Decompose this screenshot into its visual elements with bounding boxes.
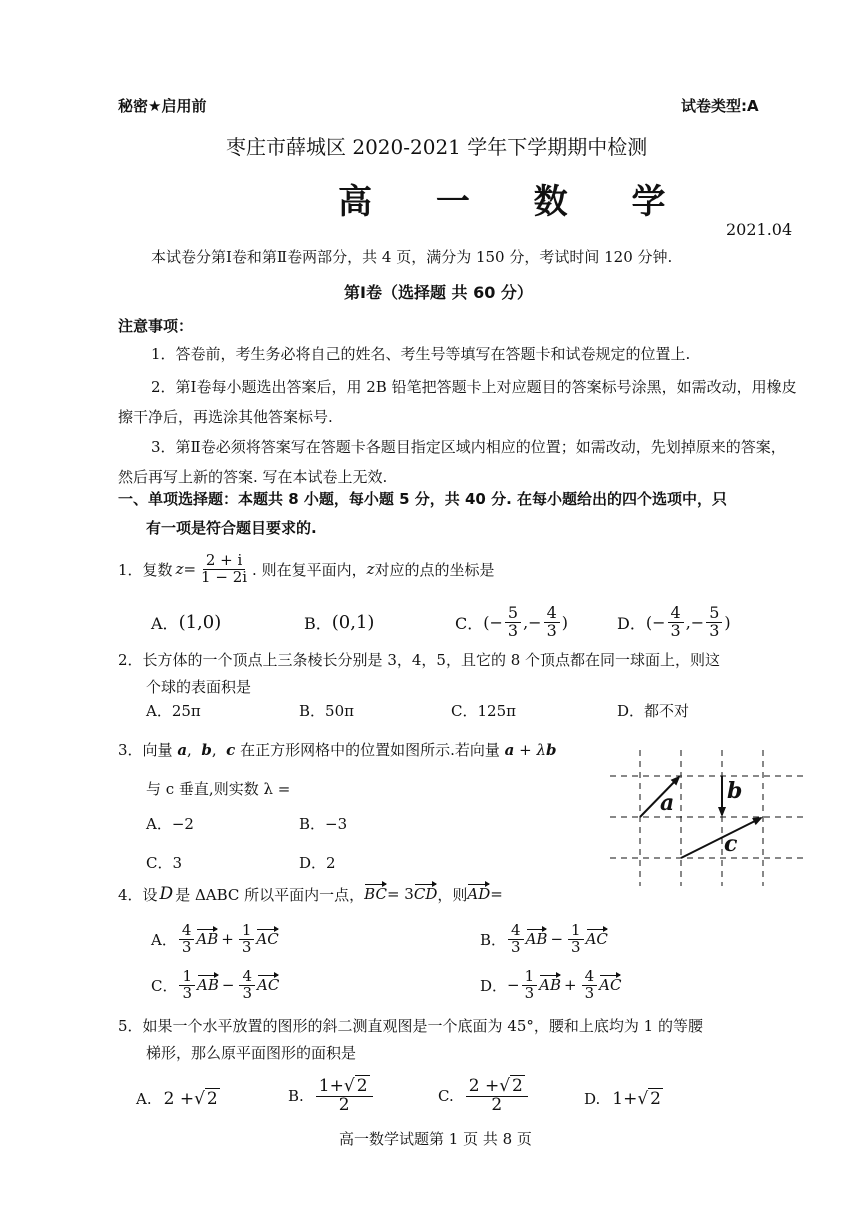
q4-frac2-den: 3 xyxy=(584,983,595,1002)
q1-post2: 对应的点的坐标是 xyxy=(374,560,495,579)
q4-option-sign: − xyxy=(507,976,520,994)
q4-option-label: C． xyxy=(151,976,178,995)
q4-vec-ab: AB xyxy=(539,976,562,994)
q3-line1: 3．向量 a, b, c 在正方形网格中的位置如图所示.若向量 a + λb xyxy=(118,741,557,759)
section1-heading-line1: 一、单项选择题：本题共 8 小题，每小题 5 分，共 40 分. 在每小题给出的四个选项中，只 xyxy=(118,490,728,508)
q2-option-d: D．都不对 xyxy=(617,702,690,720)
q3-mid: 在正方形网格中的位置如图所示.若向量 xyxy=(235,741,505,759)
vector-grid-figure xyxy=(608,748,808,888)
q1-option-a-label: A． xyxy=(151,613,179,633)
q4-option-op: + xyxy=(564,976,577,994)
vector-c xyxy=(681,818,761,858)
q4-frac2 xyxy=(582,966,598,1002)
q1-d-den2: 3 xyxy=(709,620,720,640)
question-1 xyxy=(118,549,495,589)
q1-option-b-value: (0,1) xyxy=(331,611,375,633)
q3-line2: 与 c 垂直,则实数 λ = xyxy=(146,780,291,798)
note-item-2: 2．第Ⅰ卷每小题选出答案后，用 2B 铅笔把答题卡上对应题目的答案标号涂黑，如需改动，用橡皮擦干净后，再选涂其他答案标号. xyxy=(118,378,797,426)
section1-heading-line2: 有一项是符合题目要求的. xyxy=(146,519,317,537)
q5-line2: 梯形，那么原平面图形的面积是 xyxy=(146,1044,357,1062)
q5-d-rad: 2 xyxy=(650,1089,661,1109)
q1-option-d: D． (− $\frac{4}{3}$ ,− $\frac{5}{3}$ ) xyxy=(617,602,731,640)
q4-frac1 xyxy=(179,920,195,956)
q4-frac1-den: 3 xyxy=(524,983,535,1002)
q4-frac1-num: 1 xyxy=(522,969,538,986)
q5-option-b: B. $\frac{1+√ 2}{2}$ xyxy=(288,1068,375,1124)
q4-option-b xyxy=(480,916,608,962)
q4-vec-ab: AB xyxy=(196,930,219,948)
subject-title: 高 一 数 学 xyxy=(338,182,692,222)
paper-type-label: 试卷类型:A xyxy=(681,97,759,115)
label-b: b xyxy=(727,778,743,804)
q5-c-den: 2 xyxy=(491,1094,503,1115)
q4-frac1 xyxy=(522,966,538,1002)
q1-eq: = xyxy=(183,560,197,578)
q4-option-op: − xyxy=(550,930,564,948)
q4-option-label: A． xyxy=(151,930,177,949)
confidential-label: 秘密★启用前 xyxy=(118,97,207,115)
q4-vec-ac: AC xyxy=(257,976,280,994)
q3-option-d: D．2 xyxy=(299,854,336,872)
q4-eq: = 3 xyxy=(386,885,414,903)
q4-option-c xyxy=(151,962,279,1008)
q5-c-rad: 2 xyxy=(512,1075,523,1096)
q2-option-c: C．125π xyxy=(451,702,516,720)
q4-option-label: D． xyxy=(480,976,508,995)
q3-option-c: C．3 xyxy=(146,854,183,872)
q1-option-d-label: D． xyxy=(617,613,646,633)
q1-c-den1: 3 xyxy=(507,620,519,640)
q1-c-num2: 4 xyxy=(544,605,560,623)
q4-frac1 xyxy=(179,966,195,1002)
exam-title: 枣庄市薛城区 2020-2021 学年下学期期中检测 xyxy=(226,135,648,159)
q4-vec-cd: CD xyxy=(413,885,438,903)
notes-heading: 注意事项： xyxy=(118,317,194,335)
q3-option-a: A．−2 xyxy=(146,815,194,833)
q4-frac1-den: 3 xyxy=(181,937,192,956)
q3-pre: 3．向量 xyxy=(118,741,178,759)
q4-frac1-num: 4 xyxy=(179,923,195,940)
q4-vec-ad: AD xyxy=(467,885,491,903)
q4-frac2 xyxy=(239,966,255,1002)
q4-frac1 xyxy=(508,920,524,956)
exam-date: 2021.04 xyxy=(726,220,793,239)
q4-frac2-den: 3 xyxy=(241,937,252,956)
part1-title: 第Ⅰ卷（选择题 共 60 分） xyxy=(344,283,533,302)
q4-vec-ac: AC xyxy=(599,976,622,994)
q1-option-c-label: C． xyxy=(455,613,484,633)
q4-post: ，则 xyxy=(437,885,468,904)
q4-frac2-num: 4 xyxy=(239,969,255,986)
q1-option-b-label: B． xyxy=(304,613,332,633)
q1-frac-num: 2 + i xyxy=(203,553,245,570)
q4-stem xyxy=(118,880,503,908)
q1-c-num1: 5 xyxy=(505,605,521,623)
q4-frac2-num: 4 xyxy=(582,969,598,986)
q4-frac2-den: 3 xyxy=(571,937,581,956)
q1-var2: z xyxy=(366,560,375,578)
q5-option-d: D. 1+ √ 2 xyxy=(584,1089,661,1109)
q1-option-a xyxy=(151,599,221,645)
q2-option-b: B．50π xyxy=(299,702,354,720)
q1-frac-den: 1 − 2i xyxy=(201,567,248,586)
q1-fraction xyxy=(198,550,250,586)
q2-line2: 个球的表面积是 xyxy=(146,678,252,696)
q4-option-d xyxy=(480,962,621,1008)
q5-b-rad: 2 xyxy=(356,1075,368,1096)
q1-c-den2: 3 xyxy=(546,620,557,640)
q5-d-pre: 1+ xyxy=(612,1089,638,1109)
q5-line1: 5．如果一个水平放置的图形的斜二测直观图是一个底面为 45°，腰和上底均为 1 的等腰 xyxy=(118,1017,703,1035)
q5-b-label: B. xyxy=(288,1087,304,1105)
q5-option-c: C. $\frac{2 +√ 2}{2}$ xyxy=(438,1068,530,1124)
q4-frac2-num: 1 xyxy=(568,923,584,940)
q4-frac1-den: 3 xyxy=(511,937,521,956)
page-footer: 高一数学试题第 1 页 共 8 页 xyxy=(339,1130,532,1148)
intro-text: 本试卷分第Ⅰ卷和第Ⅱ卷两部分，共 4 页，满分为 150 分，考试时间 120 分钟. xyxy=(151,248,673,266)
q4-vec-ac: AC xyxy=(585,930,608,948)
label-c: c xyxy=(724,831,738,857)
q4-vec-bc: BC xyxy=(364,885,387,903)
q4-vec-ab: AB xyxy=(525,930,548,948)
q4-mid: 是 ΔABC 所以平面内一点， xyxy=(175,885,365,904)
q1-d-den1: 3 xyxy=(670,620,681,640)
q4-post2: = xyxy=(490,885,503,903)
q5-a-pre: 2 + xyxy=(163,1089,195,1109)
q4-frac2-num: 1 xyxy=(239,923,255,940)
q5-c-label: C. xyxy=(438,1087,454,1105)
q2-line1: 2．长方体的一个顶点上三条棱长分别是 3，4，5，且它的 8 个顶点都在同一球面上，则这 xyxy=(118,651,721,669)
q1-option-a-value: (1,0) xyxy=(178,611,222,633)
q4-frac1-num: 1 xyxy=(179,969,195,986)
q1-d-num2: 5 xyxy=(706,605,722,623)
q4-option-op: − xyxy=(221,976,235,994)
note-item-1: 1．答卷前，考生务必将自己的姓名、考生号等填写在答题卡和试卷规定的位置上. xyxy=(151,345,691,363)
q1-var: z xyxy=(175,560,184,578)
q4-option-a xyxy=(151,916,279,962)
q3-option-b: B．−3 xyxy=(299,815,348,833)
q5-a-label: A. xyxy=(136,1090,152,1108)
q1-option-c: C． (− $\frac{5}{3}$ ,− $\frac{4}{3}$ ) xyxy=(455,602,569,640)
q4-frac1-den: 3 xyxy=(182,983,193,1002)
q4-vec-ab: AB xyxy=(197,976,219,994)
q2-option-a: A．25π xyxy=(146,702,201,720)
q1-pre: 复数 xyxy=(142,560,173,579)
q4-frac2-den: 3 xyxy=(242,983,253,1002)
q4-option-op: + xyxy=(221,930,234,948)
q4-pre: 4．设 xyxy=(118,885,158,904)
q4-option-label: B． xyxy=(480,930,507,949)
q1-post: . 则在复平面内， xyxy=(252,560,367,579)
q1-number: 1． xyxy=(118,560,143,579)
q4-vec-ac: AC xyxy=(256,930,279,948)
note-item-3: 3．第Ⅱ卷必须将答案写在答题卡各题目指定区域内相应的位置；如需改动，先划掉原来的答案，然后再写上新的答案. 写在本试卷上无效. xyxy=(118,438,786,486)
q4-var-d: D xyxy=(159,884,174,904)
q5-d-label: D. xyxy=(584,1090,601,1108)
q5-b-num: 1+ xyxy=(318,1075,344,1096)
q5-option-a: A. 2 + √ 2 xyxy=(136,1089,218,1109)
q5-c-num: 2 + xyxy=(468,1075,500,1096)
q1-option-b xyxy=(304,599,374,645)
q4-frac1-num: 4 xyxy=(508,923,524,940)
q4-frac2 xyxy=(239,920,255,956)
q5-a-rad: 2 xyxy=(206,1089,218,1109)
q4-frac2 xyxy=(568,920,584,956)
label-a: a xyxy=(660,790,675,816)
q5-b-den: 2 xyxy=(338,1094,350,1115)
q1-d-num1: 4 xyxy=(668,605,684,623)
